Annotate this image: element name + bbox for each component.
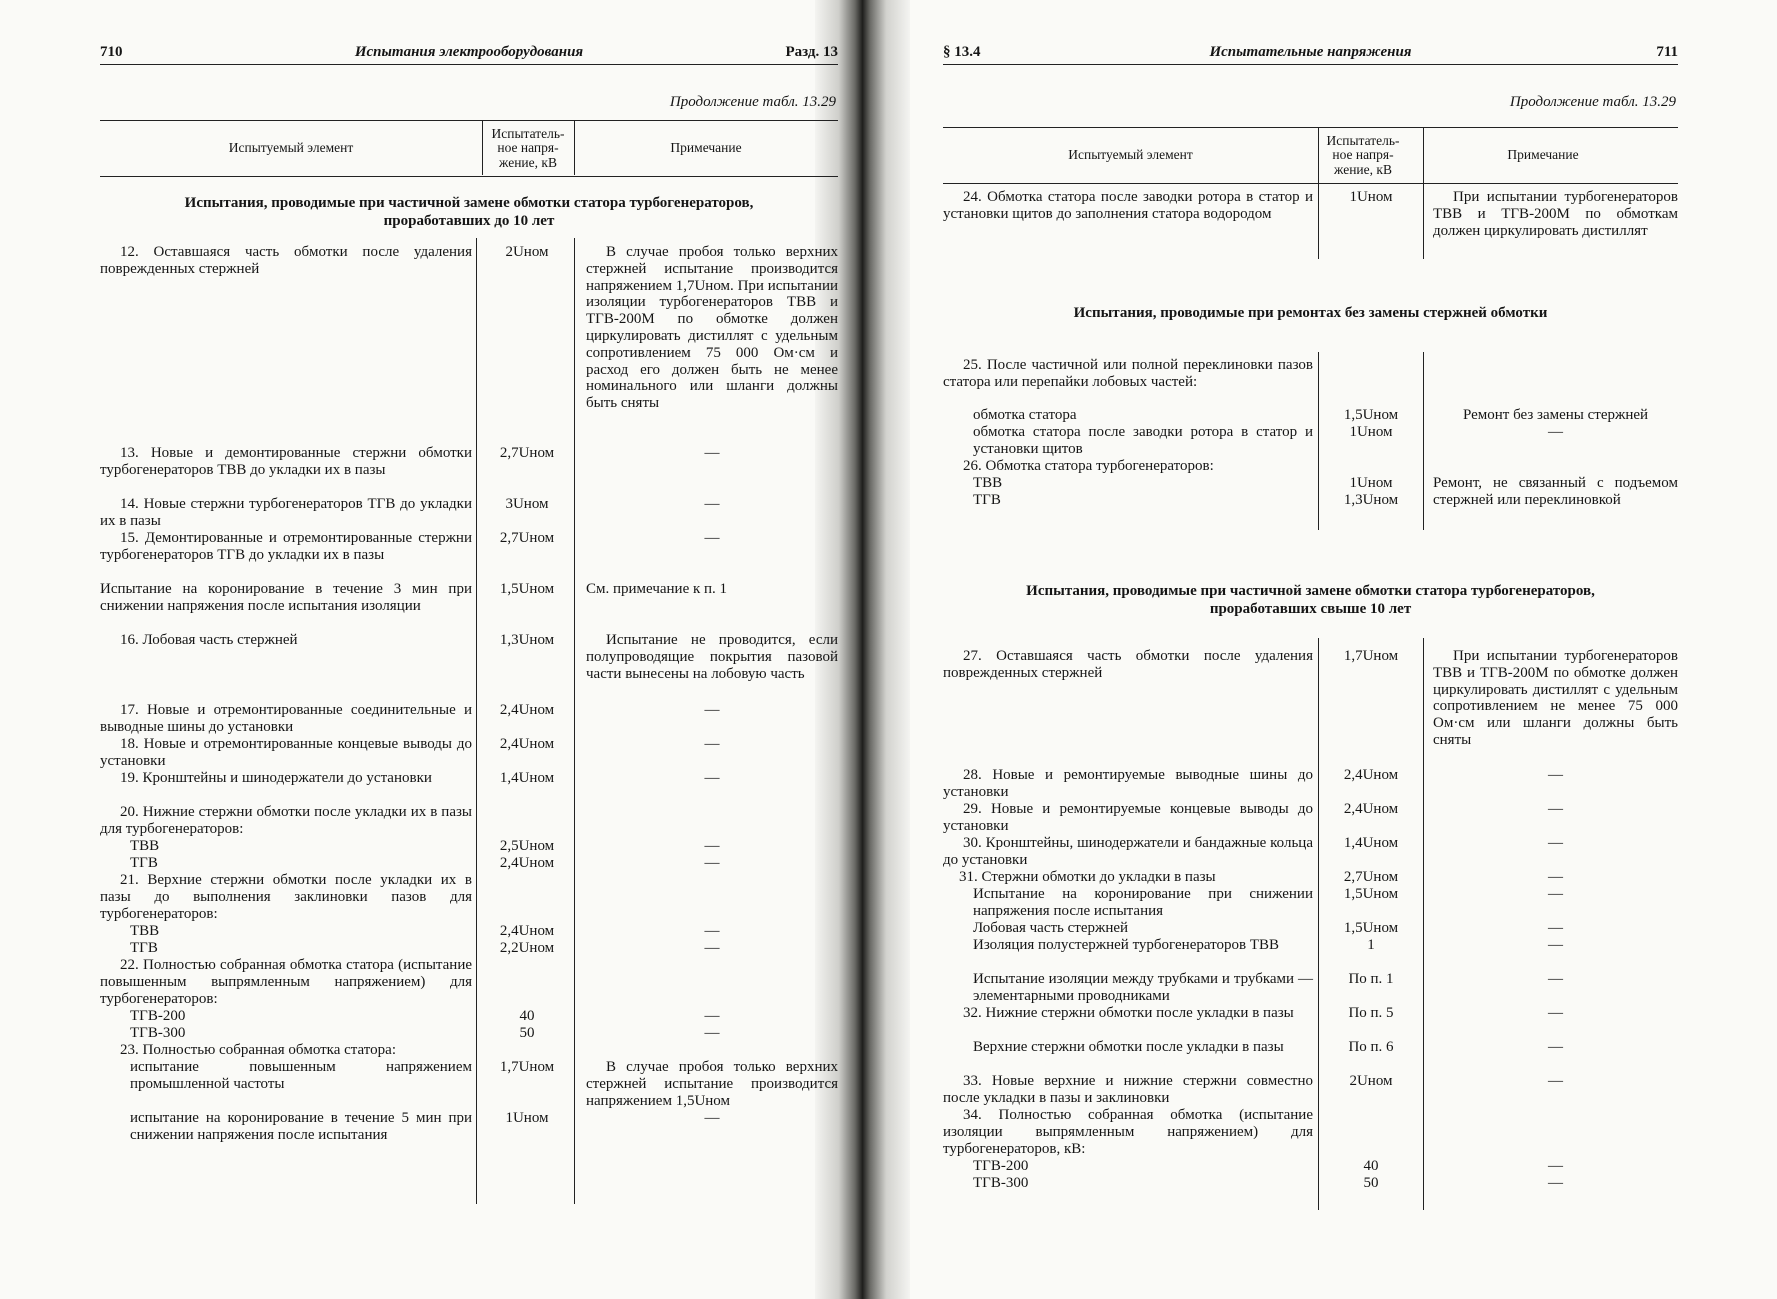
column-divider [1318,638,1319,1210]
column-divider [574,238,575,1204]
section-label: Разд. 13 [785,44,838,60]
column-divider [1318,352,1319,530]
column-divider [1423,352,1424,530]
col-header-element: Испытуемый элемент [228,140,354,156]
col-header-voltage: Испытатель-ное напря-жение, кВ [1326,133,1400,177]
page-number: 710 [100,44,123,60]
page-number: 711 [1656,44,1678,60]
column-divider [1318,127,1319,259]
left-page: 710 Испытания электрооборудования Разд. 13 Продолжение табл. 13.29 Испытуемый элемент Испытатель-ное напря-жение, кВ Примечание Испытания, проводимые при частичной замене обмотки статора турбогенераторов, проработавших до 10 лет 12. Оставшаяся часть обмотки после удаления поврежденных стержней 2Uном В случае пробоя только верхних стержней испытание производится напряжением 1,7Uном. При испытании изоляции турбогенераторов ТВВ и ТГВ-200М по обмотке должен циркулировать дистиллят с удельным сопротивлением 75 000 Ом·см и расход его должен быть не менее номинального или шланги должны быть сняты 13. Новые и демонтированные стержни обмотки турбогенераторов ТВВ до укладки их в пазы 2,7Uном — 14. Новые стержни турбогенераторов ТГВ до укладки их в пазы 3Uном — 15. Демонтированные и отремонтированные стержни турбогенераторов ТГВ до укладки их в пазы 2,7Uном — Испытание на коронирование в течение 3 мин при снижении напряжения после испытания изоляции 1,5Uном См. примечание к п. 1 16. Лобовая часть стержней 1,3Uном Испытание не проводится, если полупроводящие покрытия пазовой части вынесены на лобовую часть 17. Новые и отремонтированные соединительные и выводные шины до установки 2,4Uном — 18. Новые и отремонтированные концевые выводы до установки 2,4Uном — 19. Кронштейны и шинодержатели до установки 1,4Uном — 20. Нижние стержни обмотки после укладки их в пазы для турбогенераторов: ТВВ 2,5Uном — ТГВ 2,4Uном — 21. Верхние стержни обмотки после укладки их в пазы до выполнения заклиновки пазов для турбогенераторов: ТВВ 2,4Uном — ТГВ 2,2Uном — 22. Полностью собранная обмотка статора (испытание повышенным выпрямленным напряжением) для турбогенераторов: ТГВ-200 40 — ТГВ-300 50 — 23. Полностью собранная обмотка статора: испытание повышенным напряжением промышленной частоты 1,7Uном В случае пробоя только верхних стержней испытание производится напряжением 1,5Uном испытание на коронирование в течение 5 мин при снижении напряжения после испытания 1Uном — [100,0,838,1299]
header-divider [482,120,483,175]
table-header [943,127,1678,184]
section-title: Испытания, проводимые при частичной замене обмотки статора турбогенераторов, проработавших до 10 лет [184,195,754,229]
col-header-voltage: Испытатель-ное напря-жение, кВ [491,126,565,170]
running-title: Испытательные напряжения [1209,44,1412,60]
running-title: Испытания электрооборудования [354,44,584,60]
table-header [100,120,838,177]
col-header-element: Испытуемый элемент [1068,147,1193,163]
left-running-head [100,40,838,65]
column-divider [1423,638,1424,1210]
column-divider [476,238,477,1204]
section-label: § 13.4 [943,44,981,60]
right-running-head [943,40,1678,65]
header-divider [574,120,575,175]
section-title: Испытания, проводимые при ремонтах без замены стержней обмотки [1073,305,1548,321]
col-header-note: Примечание [670,140,742,156]
continuation-label: Продолжение табл. 13.29 [1509,94,1676,110]
section-title: Испытания, проводимые при частичной замене обмотки статора турбогенераторов, проработавших свыше 10 лет [1026,583,1595,617]
col-header-note: Примечание [1507,147,1579,163]
continuation-label: Продолжение табл. 13.29 [669,94,836,110]
column-divider [1423,127,1424,259]
right-page: § 13.4 Испытательные напряжения 711 Продолжение табл. 13.29 Испытуемый элемент Испытатель-ное напря-жение, кВ Примечание 24. Обмотка статора после заводки ротора в статор и установки щитов до заполнения статора водородом 1Uном При испытании турбогенераторов ТВВ и ТГВ-200М по обмоткам должен циркулировать дистиллят Испытания, проводимые при ремонтах без замены стержней обмотки 25. После частичной или полной переклиновки пазов статора или перепайки лобовых частей: обмотка статора 1,5Uном Ремонт без замены стержней обмотка статора после заводки ротора в статор и установки щитов 1Uном — 26. Обмотка статора турбогенераторов: ТВВ 1Uном Ремонт, не связанный с подъемом стержней или переклиновкой ТГВ 1,3Uном Испытания, проводимые при частичной замене обмотки статора турбогенераторов, проработавших свыше 10 лет 27. Оставшаяся часть обмотки после удаления поврежденных стержней 1,7Uном При испытании турбогенераторов ТВВ и ТГВ-200М по обмотке должен циркулировать дистиллят с удельным сопротивлением не менее 75 000 Ом·см или шланги должны быть сняты 28. Новые и ремонтируемые выводные шины до установки 2,4Uном — 29. Новые и ремонтируемые концевые выводы до установки 2,4Uном — 30. Кронштейны, шинодержатели и бандажные кольца до установки 1,4Uном — 31. Стержни обмотки до укладки в пазы 2,7Uном — Испытание на коронирование при снижении напряжения после испытания 1,5Uном — Лобовая часть стержней 1,5Uном — Изоляция полустержней турбогенераторов ТВВ 1 — Испытание изоляции между трубками и трубками — элементарными проводниками По п. 1 — 32. Нижние стержни обмотки после укладки в пазы По п. 5 — Верхние стержни обмотки после укладки в пазы По п. 6 — 33. Новые верхние и нижние стержни совместно после укладки в пазы и заклиновки 2Uном — 34. Полностью собранная обмотка (испытание изоляции выпрямленным напряжением) для турбогенераторов, кВ: ТГВ-200 40 — ТГВ-300 50 — [943,0,1678,1299]
